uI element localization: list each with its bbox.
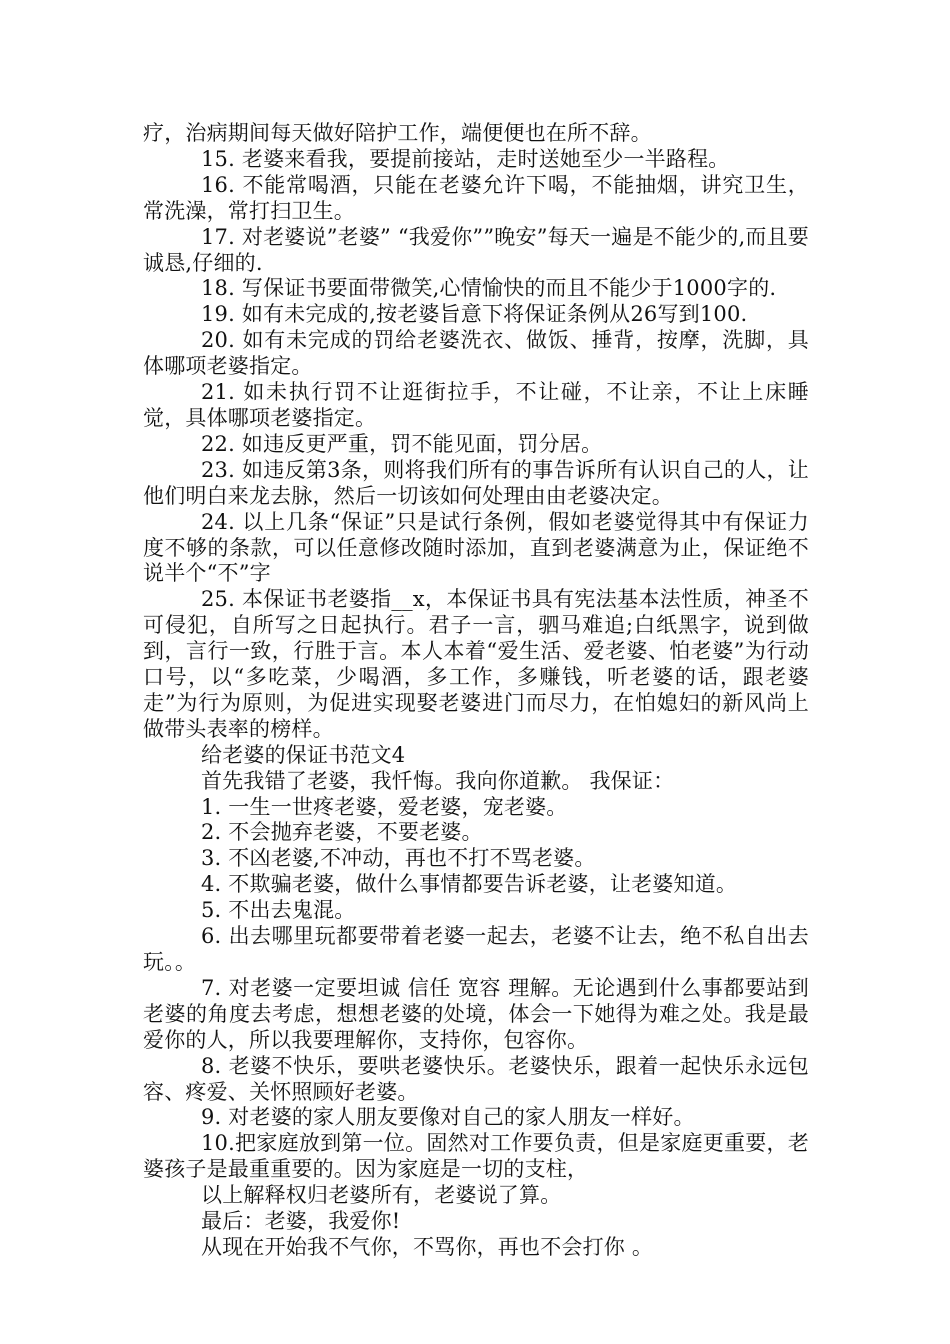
document-paragraph: 以上解释权归老婆所有，老婆说了算。 (201, 1183, 562, 1208)
document-paragraph: 10.把家庭放到第一位。固然对工作要负责，但是家庭更重要，老婆孩子是最重重要的。因为家庭是一切的支柱， (143, 1131, 809, 1182)
document-paragraph: 2. 不会抛弃老婆，不要老婆。 (201, 820, 483, 845)
document-paragraph: 16. 不能常喝酒，只能在老婆允许下喝，不能抽烟，讲究卫生，常洗澡，常打扫卫生。 (143, 172, 809, 223)
document-paragraph: 6. 出去哪里玩都要带着老婆一起去，老婆不让去，绝不私自出去玩。。 (143, 924, 809, 974)
document-paragraph: 24. 以上几条“保证”只是试行条例，假如老婆觉得其中有保证力度不够的条款，可以任意修改随时添加，直到老婆满意为止，保证绝不说半个“不”字 (143, 509, 809, 586)
document-paragraph: 8. 老婆不快乐，要哄老婆快乐。老婆快乐，跟着一起快乐永远包容、疼爱、关怀照顾好老婆。 (143, 1053, 809, 1104)
document-paragraph: 给老婆的保证书范文4 (201, 742, 406, 767)
document-paragraph: 23. 如违反第3条，则将我们所有的事告诉所有认识自己的人，让他们明白来龙去脉，然后一切该如何处理由由老婆决定。 (143, 457, 809, 508)
document-paragraph: 5. 不出去鬼混。 (201, 898, 356, 923)
document-paragraph: 首先我错了老婆，我忏悔。我向你道歉。 我保证： (201, 768, 675, 793)
document-paragraph: 从现在开始我不气你，不骂你，再也不会打你 。 (201, 1234, 654, 1259)
document-paragraph: 9. 对老婆的家人朋友要像对自己的家人朋友一样好。 (201, 1105, 695, 1130)
document-paragraph: 17. 对老婆说”老婆” “我爱你””晚安”每天一遍是不能少的,而且要诚恳,仔细的. (143, 224, 809, 275)
document-paragraph: 19. 如有未完成的,按老婆旨意下将保证条例从26写到100. (201, 302, 748, 327)
document-paragraph: 1. 一生一世疼老婆，爱老婆，宠老婆。 (201, 794, 568, 819)
document-paragraph: 3. 不凶老婆,不冲动，再也不打不骂老婆。 (201, 846, 596, 871)
document-paragraph: 20. 如有未完成的罚给老婆洗衣、做饭、捶背，按摩，洗脚，具体哪项老婆指定。 (143, 328, 809, 379)
document-paragraph: 4. 不欺骗老婆，做什么事情都要告诉老婆，让老婆知道。 (201, 872, 738, 897)
document-paragraph: 22. 如违反更严重，罚不能见面，罚分居。 (201, 431, 603, 456)
document-paragraph: 21. 如未执行罚不让逛街拉手，不让碰，不让亲，不让上床睡觉，具体哪项老婆指定。 (143, 380, 809, 430)
document-paragraph: 疗，治病期间每天做好陪护工作，端便便也在所不辞。 (143, 121, 652, 145)
document-paragraph: 7. 对老婆一定要坦诚 信任 宽容 理解。无论遇到什么事都要站到老婆的角度去考虑，想想老婆的处境，体会一下她得为难之处。我是最爱你的人，所以我要理解你，支持你，包容你。 (143, 975, 809, 1052)
document-paragraph: 25. 本保证书老婆指__x，本保证书具有宪法基本法性质，神圣不可侵犯，自所写之日起执行。君子一言，驷马难追;白纸黑字，说到做到，言行一致，行胜于言。本人本着“爱生活、爱老婆、怕老婆”为行动口号，以“多吃菜，少喝酒，多工作，多赚钱，听老婆的话，跟老婆走”为行为原则，为促进实现娶老婆进门而尽力，在怕媳妇的新风尚上做带头表率的榜样。 (143, 587, 809, 741)
document-body (143, 121, 809, 1261)
document-paragraph: 18. 写保证书要面带微笑,心情愉快的而且不能少于1000字的. (201, 276, 777, 301)
document-paragraph: 15. 老婆来看我，要提前接站，走时送她至少一半路程。 (201, 146, 730, 171)
document-paragraph: 最后：老婆，我爱你! (201, 1209, 401, 1234)
